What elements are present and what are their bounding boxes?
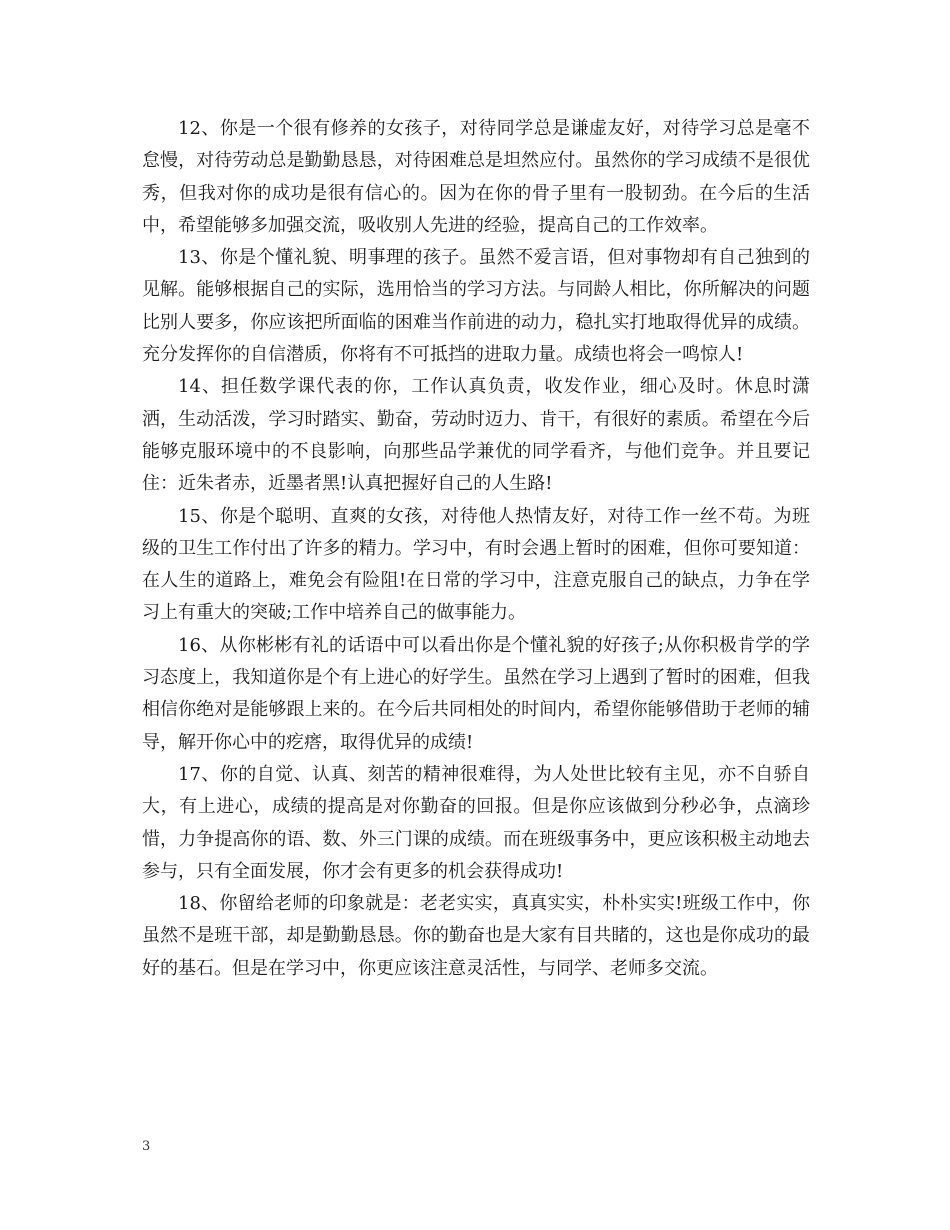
page-number: 3 (142, 1139, 151, 1154)
paragraph-17: 17、你的自觉、认真、刻苦的精神很难得，为人处世比较有主见，亦不自骄自大，有上进心，成绩的提高是对你勤奋的回报。但是你应该做到分秒必争，点滴珍惜，力争提高你的语、数、外三门课的成绩。而在班级事务中，更应该积极主动地去参与，只有全面发展，你才会有更多的机会获得成功! (142, 763, 810, 882)
document-body (142, 113, 810, 985)
paragraph-12: 12、你是一个很有修养的女孩子，对待同学总是谦虚友好，对待学习总是毫不怠慢，对待劳动总是勤勤恳恳，对待困难总是坦然应付。虽然你的学习成绩不是很优秀，但我对你的成功是很有信心的。因为在你的骨子里有一股韧劲。在今后的生活中，希望能够多加强交流，吸收别人先进的经验，提高自己的工作效率。 (142, 118, 810, 236)
paragraph-15: 15、你是个聪明、直爽的女孩，对待他人热情友好，对待工作一丝不苟。为班级的卫生工作付出了许多的精力。学习中，有时会遇上暂时的困难，但你可要知道：在人生的道路上，难免会有险阻!在日常的学习中，注意克服自己的缺点，力争在学习上有重大的突破;工作中培养自己的做事能力。 (142, 505, 810, 624)
paragraph-14: 14、担任数学课代表的你，工作认真负责，收发作业，细心及时。休息时潇洒，生动活泼，学习时踏实、勤奋，劳动时迈力、肯干，有很好的素质。希望在今后能够克服环境中的不良影响，向那些品学兼优的同学看齐，与他们竞争。并且要记住：近朱者赤，近墨者黑!认真把握好自己的人生路! (142, 376, 810, 495)
paragraph-13: 13、你是个懂礼貌、明事理的孩子。虽然不爱言语，但对事物却有自己独到的见解。能够根据自己的实际，选用恰当的学习方法。与同龄人相比，你所解决的问题比别人要多，你应该把所面临的困难当作前进的动力，稳扎实打地取得优异的成绩。充分发挥你的自信潜质，你将有不可抵挡的进取力量。成绩也将会一鸣惊人! (142, 247, 810, 366)
paragraph-18: 18、你留给老师的印象就是：老老实实，真真实实，朴朴实实!班级工作中，你虽然不是班干部，却是勤勤恳恳。你的勤奋也是大家有目共睹的，这也是你成功的最好的基石。但是在学习中，你更应该注意灵活性，与同学、老师多交流。 (142, 893, 810, 979)
paragraph-16: 16、从你彬彬有礼的话语中可以看出你是个懂礼貌的好孩子;从你积极肯学的学习态度上，我知道你是个有上进心的好学生。虽然在学习上遇到了暂时的困难，但我相信你绝对是能够跟上来的。在今后共同相处的时间内，希望你能够借助于老师的辅导，解开你心中的疙瘩，取得优异的成绩! (142, 634, 810, 753)
